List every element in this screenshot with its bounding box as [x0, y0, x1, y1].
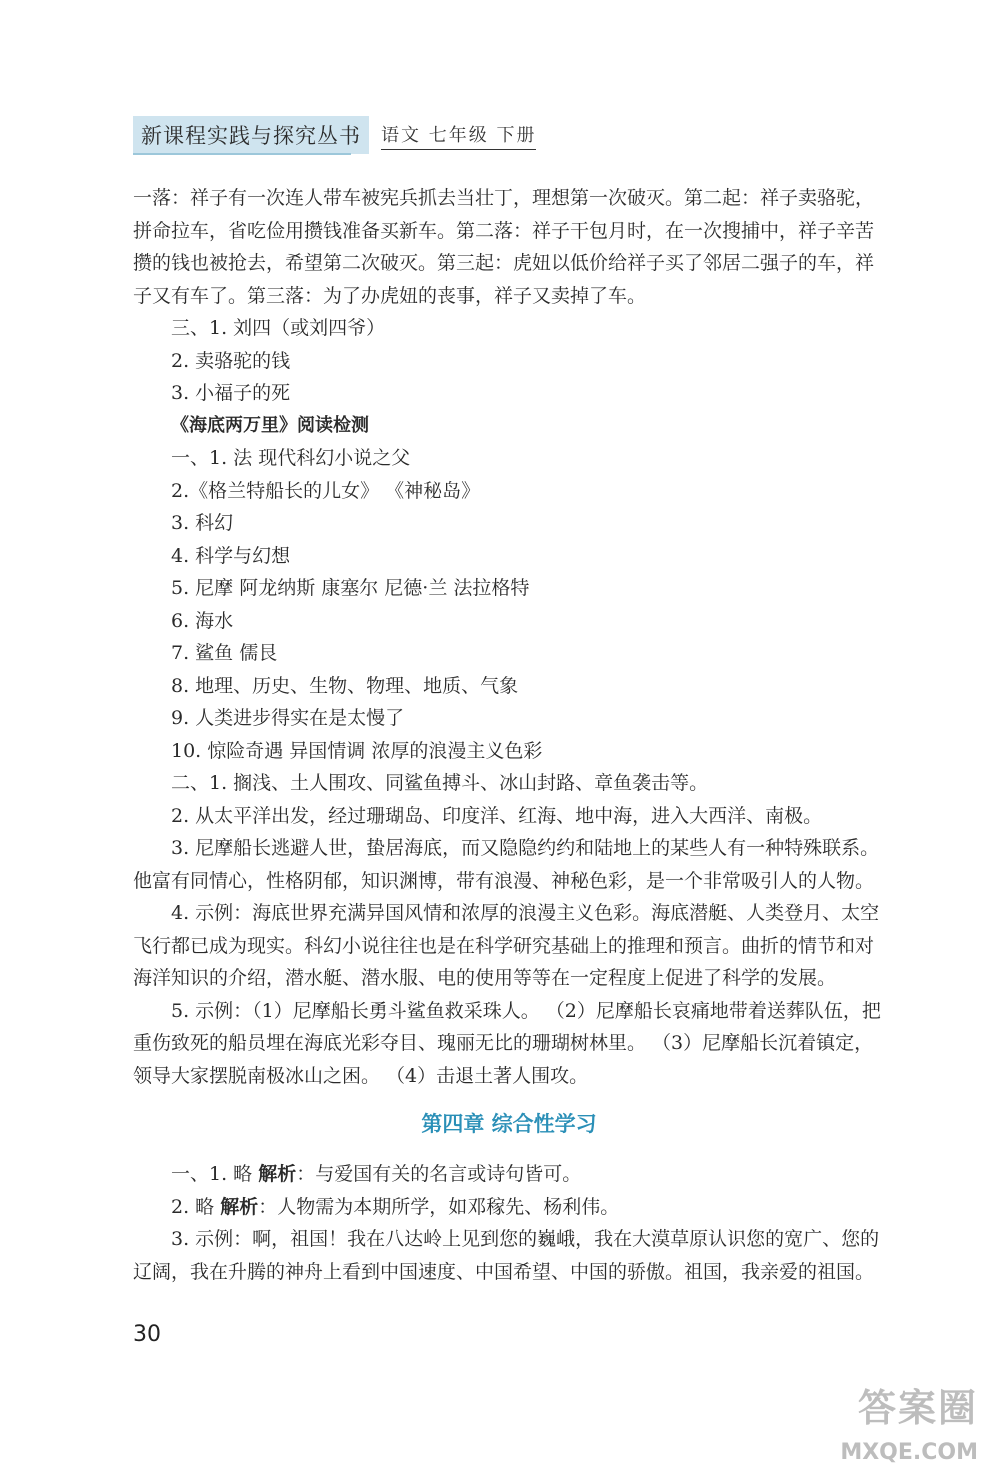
- answer-prefix: 2. 略: [171, 1195, 221, 1218]
- answer-line: 三、1. 刘四（或刘四爷）: [171, 317, 386, 339]
- answer-line: 6. 海水: [171, 609, 234, 632]
- answer-line: 2. 卖骆驼的钱: [171, 349, 291, 372]
- answer-line: 9. 人类进步得实在是太慢了: [171, 707, 405, 729]
- chapter-title: 第四章 综合性学习: [421, 1112, 597, 1136]
- answer-line: 7. 鲨鱼 儒艮: [171, 642, 278, 664]
- answer-line: 二、1. 搁浅、土人围攻、同鲨鱼搏斗、冰山封路、章鱼袭击等。: [171, 772, 709, 794]
- answer-line: 4. 科学与幻想: [171, 544, 291, 567]
- section-heading: 《海底两万里》阅读检测: [171, 414, 369, 436]
- analysis-label: 解析: [258, 1163, 297, 1185]
- header-rule: [133, 153, 351, 155]
- analysis-label: 解析: [220, 1195, 259, 1218]
- answer-line: 5. 尼摩 阿龙纳斯 康塞尔 尼德·兰 法拉格特: [171, 577, 530, 599]
- answer-content: [133, 182, 885, 1288]
- page-number: 30: [133, 1322, 161, 1347]
- watermark-url: MXQE.COM: [840, 1440, 978, 1465]
- plot-summary-paragraph: 一落：祥子有一次连人带车被宪兵抓去当壮丁，理想第一次破灭。第二起：祥子卖骆驼，拼命拉车，省吃俭用攒钱准备买新车。第二落：祥子干包月时，在一次搜捕中，祥子辛苦攒的钱也被抢去，希望第二次破灭。第三起：虎妞以低价给祥子买了邻居二强子的车，祥子又有车了。第三落：为了办虎妞的丧事，祥子又卖掉了车。: [133, 187, 875, 307]
- answer-prefix: 一、1. 略: [171, 1163, 259, 1185]
- answer-paragraph: 3. 尼摩船长逃避人世，蛰居海底，而又隐隐约约和陆地上的某些人有一种特殊联系。他富有同情心，性格阴郁，知识渊博，带有浪漫、神秘色彩，是一个非常吸引人的人物。: [133, 837, 880, 892]
- answer-paragraph: 4. 示例：海底世界充满异国风情和浓厚的浪漫主义色彩。海底潜艇、人类登月、太空飞行都已成为现实。科幻小说往往也是在科学研究基础上的推理和预言。曲折的情节和对海洋知识的介绍，潜水艇、潜水服、电的使用等等在一定程度上促进了科学的发展。: [133, 902, 880, 989]
- analysis-text: ：人物需为本期所学，如邓稼先、杨利伟。: [258, 1195, 620, 1218]
- answer-line: 2. 从太平洋出发，经过珊瑚岛、印度洋、红海、地中海，进入大西洋、南极。: [171, 804, 823, 827]
- subject-grade-label: 语文 七年级 下册: [381, 121, 536, 150]
- answer-line: [133, 1191, 885, 1224]
- answer-line: 10. 惊险奇遇 异国情调 浓厚的浪漫主义色彩: [171, 739, 543, 762]
- answer-line: 2.《格兰特船长的儿女》 《神秘岛》: [171, 479, 481, 502]
- answer-line: 3. 科幻: [171, 512, 234, 534]
- series-title: 新课程实践与探究丛书: [133, 116, 369, 154]
- answer-line: [133, 1158, 885, 1191]
- answer-line: 一、1. 法 现代科幻小说之父: [171, 447, 411, 469]
- answer-line: 8. 地理、历史、生物、物理、地质、气象: [171, 674, 519, 697]
- answer-line: 3. 小福子的死: [171, 382, 291, 404]
- answer-paragraph: 3. 示例：啊，祖国！我在八达岭上见到您的巍峨，我在大漠草原认识您的宽广、您的辽阔，我在升腾的神舟上看到中国速度、中国希望、中国的骄傲。祖国，我亲爱的祖国。: [133, 1228, 880, 1283]
- answer-paragraph: 5. 示例：（1）尼摩船长勇斗鲨鱼救采珠人。 （2）尼摩船长哀痛地带着送葬队伍，把重伤致死的船员埋在海底光彩夺目、瑰丽无比的珊瑚树林里。 （3）尼摩船长沉着镇定，领导大家摆脱南极冰山之困。 （4）击退土著人围攻。: [133, 999, 881, 1087]
- watermark-text: 答案圈: [857, 1386, 978, 1430]
- running-header: [133, 117, 536, 153]
- watermark-logo: [828, 1386, 978, 1466]
- analysis-text: ：与爱国有关的名言或诗句皆可。: [296, 1163, 582, 1185]
